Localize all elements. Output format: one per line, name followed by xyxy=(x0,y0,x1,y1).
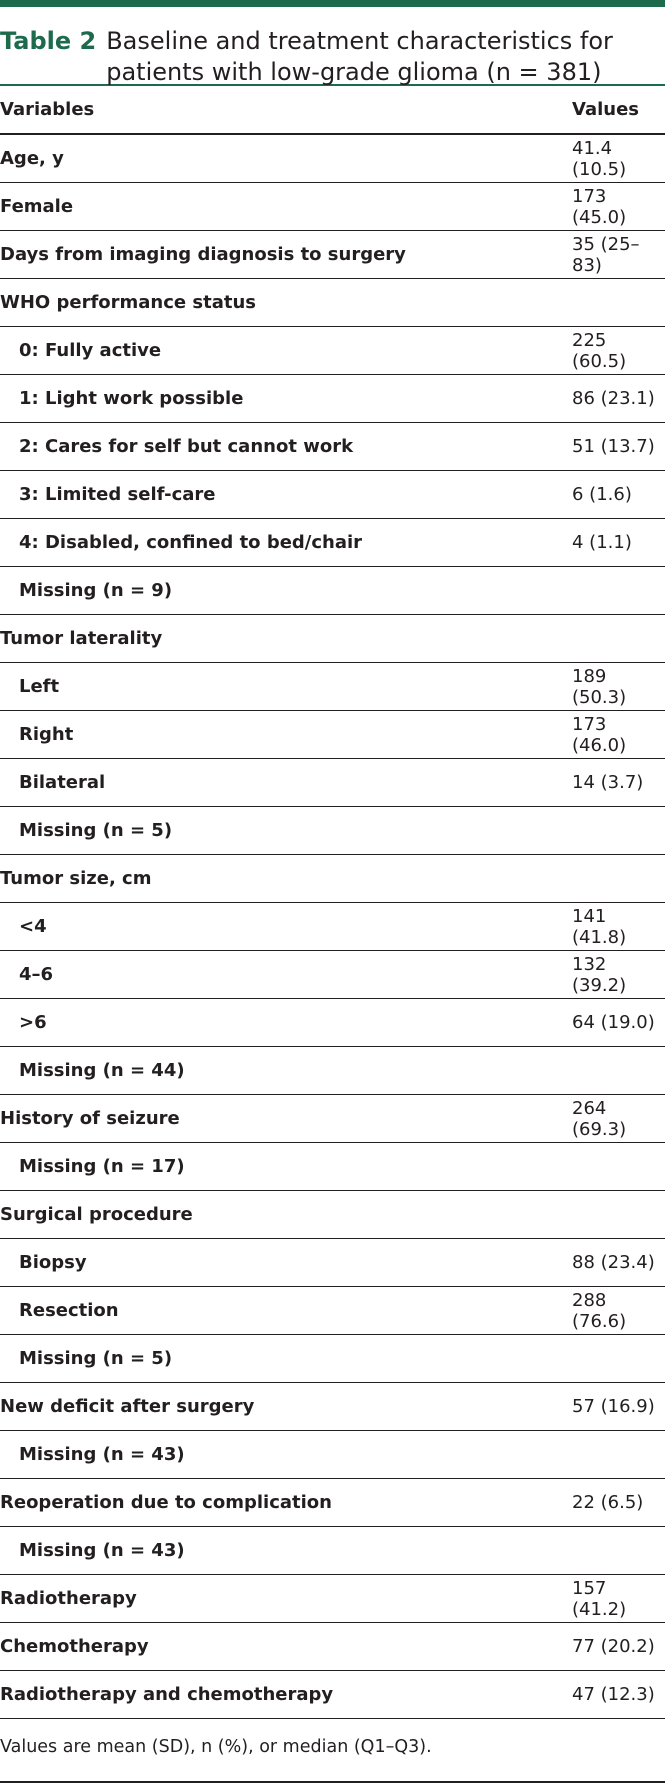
row-variable: <4 xyxy=(0,903,572,951)
table-row xyxy=(0,663,665,711)
table-row xyxy=(0,1383,665,1431)
row-variable: >6 xyxy=(0,999,572,1047)
row-variable: Surgical procedure xyxy=(0,1191,572,1239)
row-variable: Female xyxy=(0,183,572,231)
table-row xyxy=(0,375,665,423)
table-number: Table 2 xyxy=(0,27,97,55)
table-row xyxy=(0,183,665,231)
row-value: 132 (39.2) xyxy=(572,951,665,999)
row-variable: Radiotherapy and chemotherapy xyxy=(0,1671,572,1719)
row-value: 57 (16.9) xyxy=(572,1383,665,1431)
row-variable: 4: Disabled, confined to bed/chair xyxy=(0,519,572,567)
table-body xyxy=(0,134,665,1719)
table-row xyxy=(0,134,665,183)
table-header-row xyxy=(0,86,665,134)
row-variable: Left xyxy=(0,663,572,711)
characteristics-table xyxy=(0,86,665,1719)
table-row xyxy=(0,519,665,567)
header-variables: Variables xyxy=(0,86,572,134)
row-value xyxy=(572,615,665,663)
table-row xyxy=(0,711,665,759)
row-variable: WHO performance status xyxy=(0,279,572,327)
table-row xyxy=(0,1671,665,1719)
table-row xyxy=(0,903,665,951)
table-caption xyxy=(0,7,665,84)
row-value xyxy=(572,279,665,327)
row-variable: Missing (n = 43) xyxy=(0,1431,572,1479)
row-value: 14 (3.7) xyxy=(572,759,665,807)
row-variable: Biopsy xyxy=(0,1239,572,1287)
row-variable: Bilateral xyxy=(0,759,572,807)
row-value: 51 (13.7) xyxy=(572,423,665,471)
row-value: 41.4 (10.5) xyxy=(572,134,665,183)
row-variable: Reoperation due to complication xyxy=(0,1479,572,1527)
table-row xyxy=(0,1575,665,1623)
row-value xyxy=(572,1047,665,1095)
row-variable: Tumor size, cm xyxy=(0,855,572,903)
row-variable: Missing (n = 17) xyxy=(0,1143,572,1191)
row-variable: Chemotherapy xyxy=(0,1623,572,1671)
row-value: 225 (60.5) xyxy=(572,327,665,375)
row-value xyxy=(572,1143,665,1191)
row-value xyxy=(572,1527,665,1575)
row-variable: New deficit after surgery xyxy=(0,1383,572,1431)
row-value xyxy=(572,1191,665,1239)
row-value: 141 (41.8) xyxy=(572,903,665,951)
row-value: 6 (1.6) xyxy=(572,471,665,519)
table-row xyxy=(0,951,665,999)
table-row xyxy=(0,567,665,615)
row-variable: Missing (n = 44) xyxy=(0,1047,572,1095)
table-row xyxy=(0,999,665,1047)
row-variable: Missing (n = 5) xyxy=(0,1335,572,1383)
table-row xyxy=(0,1191,665,1239)
row-variable: 4–6 xyxy=(0,951,572,999)
row-value: 47 (12.3) xyxy=(572,1671,665,1719)
row-variable: 1: Light work possible xyxy=(0,375,572,423)
row-value xyxy=(572,855,665,903)
row-variable: Missing (n = 5) xyxy=(0,807,572,855)
row-variable: 2: Cares for self but cannot work xyxy=(0,423,572,471)
table-footnote: Values are mean (SD), n (%), or median (Q1–Q3). xyxy=(0,1737,432,1757)
row-variable: Missing (n = 9) xyxy=(0,567,572,615)
table-row xyxy=(0,327,665,375)
table-row xyxy=(0,1143,665,1191)
row-value: 77 (20.2) xyxy=(572,1623,665,1671)
table-row xyxy=(0,1239,665,1287)
table-row xyxy=(0,1287,665,1335)
row-value: 288 (76.6) xyxy=(572,1287,665,1335)
table-row xyxy=(0,1047,665,1095)
table-row xyxy=(0,759,665,807)
row-variable: Resection xyxy=(0,1287,572,1335)
table-title: Baseline and treatment characteristics for patients with low-grade glioma (n = 381) xyxy=(106,27,613,86)
row-value: 88 (23.4) xyxy=(572,1239,665,1287)
row-value: 4 (1.1) xyxy=(572,519,665,567)
table-row xyxy=(0,1527,665,1575)
table-row xyxy=(0,471,665,519)
row-variable: 0: Fully active xyxy=(0,327,572,375)
table-row xyxy=(0,1335,665,1383)
table-row xyxy=(0,279,665,327)
row-value: 189 (50.3) xyxy=(572,663,665,711)
header-values: Values xyxy=(572,86,665,134)
row-variable: Missing (n = 43) xyxy=(0,1527,572,1575)
row-variable: History of seizure xyxy=(0,1095,572,1143)
row-variable: Radiotherapy xyxy=(0,1575,572,1623)
row-variable: Tumor laterality xyxy=(0,615,572,663)
row-variable: Days from imaging diagnosis to surgery xyxy=(0,231,572,279)
row-value: 264 (69.3) xyxy=(572,1095,665,1143)
row-value: 35 (25–83) xyxy=(572,231,665,279)
row-value: 64 (19.0) xyxy=(572,999,665,1047)
row-value: 157 (41.2) xyxy=(572,1575,665,1623)
table-row xyxy=(0,1431,665,1479)
table-row xyxy=(0,807,665,855)
row-value xyxy=(572,807,665,855)
row-value: 173 (45.0) xyxy=(572,183,665,231)
table-row xyxy=(0,231,665,279)
top-accent-bar xyxy=(0,0,665,7)
row-value xyxy=(572,1431,665,1479)
table-row xyxy=(0,855,665,903)
row-variable: Age, y xyxy=(0,134,572,183)
row-value: 22 (6.5) xyxy=(572,1479,665,1527)
row-value xyxy=(572,567,665,615)
row-value: 86 (23.1) xyxy=(572,375,665,423)
row-value: 173 (46.0) xyxy=(572,711,665,759)
bottom-divider xyxy=(0,1781,665,1783)
table-row xyxy=(0,1095,665,1143)
table-row xyxy=(0,1479,665,1527)
table-row xyxy=(0,615,665,663)
table-row xyxy=(0,423,665,471)
row-variable: 3: Limited self-care xyxy=(0,471,572,519)
table-row xyxy=(0,1623,665,1671)
row-variable: Right xyxy=(0,711,572,759)
row-value xyxy=(572,1335,665,1383)
